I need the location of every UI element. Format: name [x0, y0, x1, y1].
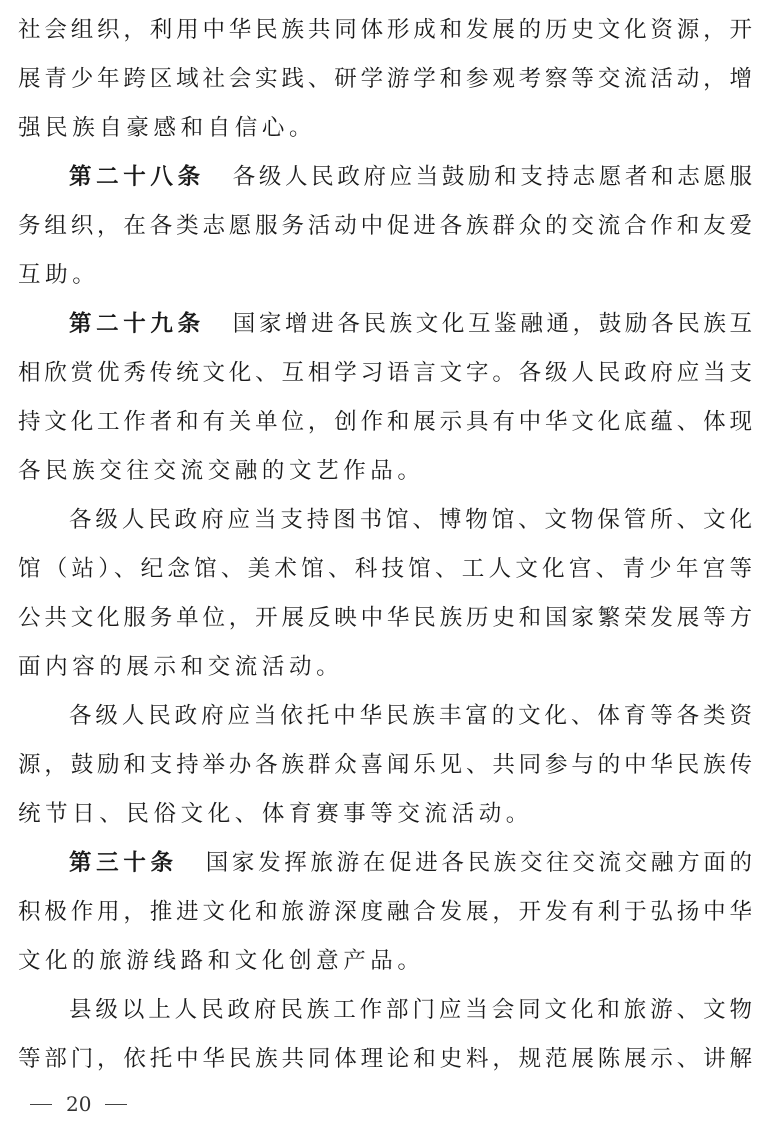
text-line: 持文化工作者和有关单位，创作和展示具有中华文化底蕴、体现	[18, 409, 752, 435]
text-line: 公共文化服务单位，开展反映中华民族历史和国家繁荣发展等方	[18, 605, 752, 631]
article-28	[18, 153, 752, 300]
footer-dash-right	[105, 1104, 127, 1105]
text-line: 源，鼓励和支持举办各族群众喜闻乐见、共同参与的中华民族传	[18, 752, 752, 778]
text-line: 县级以上人民政府民族工作部门应当会同文化和旅游、文物	[69, 997, 752, 1023]
text-line: 等部门，依托中华民族共同体理论和史料，规范展陈展示、讲解	[18, 1046, 752, 1072]
text-line: 相欣赏优秀传统文化、互相学习语言文字。各级人民政府应当支	[18, 360, 752, 386]
paragraph	[18, 6, 752, 153]
text-line: 文化的旅游线路和文化创意产品。	[18, 948, 425, 974]
footer-dash-left	[30, 1104, 52, 1105]
article-text: 各级人民政府应当鼓励和支持志愿者和志愿服	[232, 164, 752, 190]
text-line: 强民族自豪感和自信心。	[18, 115, 317, 141]
text-line: 互助。	[18, 262, 100, 288]
text-line	[18, 300, 752, 349]
text-line: 统节日、民俗文化、体育赛事等交流活动。	[18, 801, 533, 827]
text-line: 馆（站）、纪念馆、美术馆、科技馆、工人文化宫、青少年宫等	[18, 556, 752, 582]
article-30	[18, 839, 752, 986]
paragraph	[18, 496, 752, 692]
text-line	[18, 839, 752, 888]
page-number: 20	[66, 1092, 92, 1116]
article-text: 国家发挥旅游在促进各民族交往交流交融方面的	[205, 850, 752, 876]
article-text: 国家增进各民族文化互鉴融通，鼓励各民族互	[232, 311, 752, 337]
text-line: 面内容的展示和交流活动。	[18, 654, 344, 680]
article-heading: 第二十九条	[69, 311, 205, 337]
paragraph	[18, 692, 752, 839]
text-line: 社会组织，利用中华民族共同体形成和发展的历史文化资源，开	[18, 17, 752, 43]
article-heading: 第三十条	[69, 850, 178, 876]
text-line: 展青少年跨区域社会实践、研学游学和参观考察等交流活动，增	[18, 66, 752, 92]
text-line: 各级人民政府应当依托中华民族丰富的文化、体育等各类资	[69, 703, 752, 729]
article-heading: 第二十八条	[69, 164, 205, 190]
text-line	[18, 153, 752, 202]
text-line: 各民族交往交流交融的文艺作品。	[18, 458, 425, 484]
text-line: 积极作用，推进文化和旅游深度融合发展，开发有利于弘扬中华	[18, 899, 752, 925]
text-line: 务组织，在各类志愿服务活动中促进各族群众的交流合作和友爱	[18, 213, 752, 239]
paragraph	[18, 986, 752, 1084]
article-29	[18, 300, 752, 496]
document-page	[18, 6, 752, 1084]
text-line: 各级人民政府应当支持图书馆、博物馆、文物保管所、文化	[69, 507, 752, 533]
page-footer	[30, 1092, 127, 1116]
